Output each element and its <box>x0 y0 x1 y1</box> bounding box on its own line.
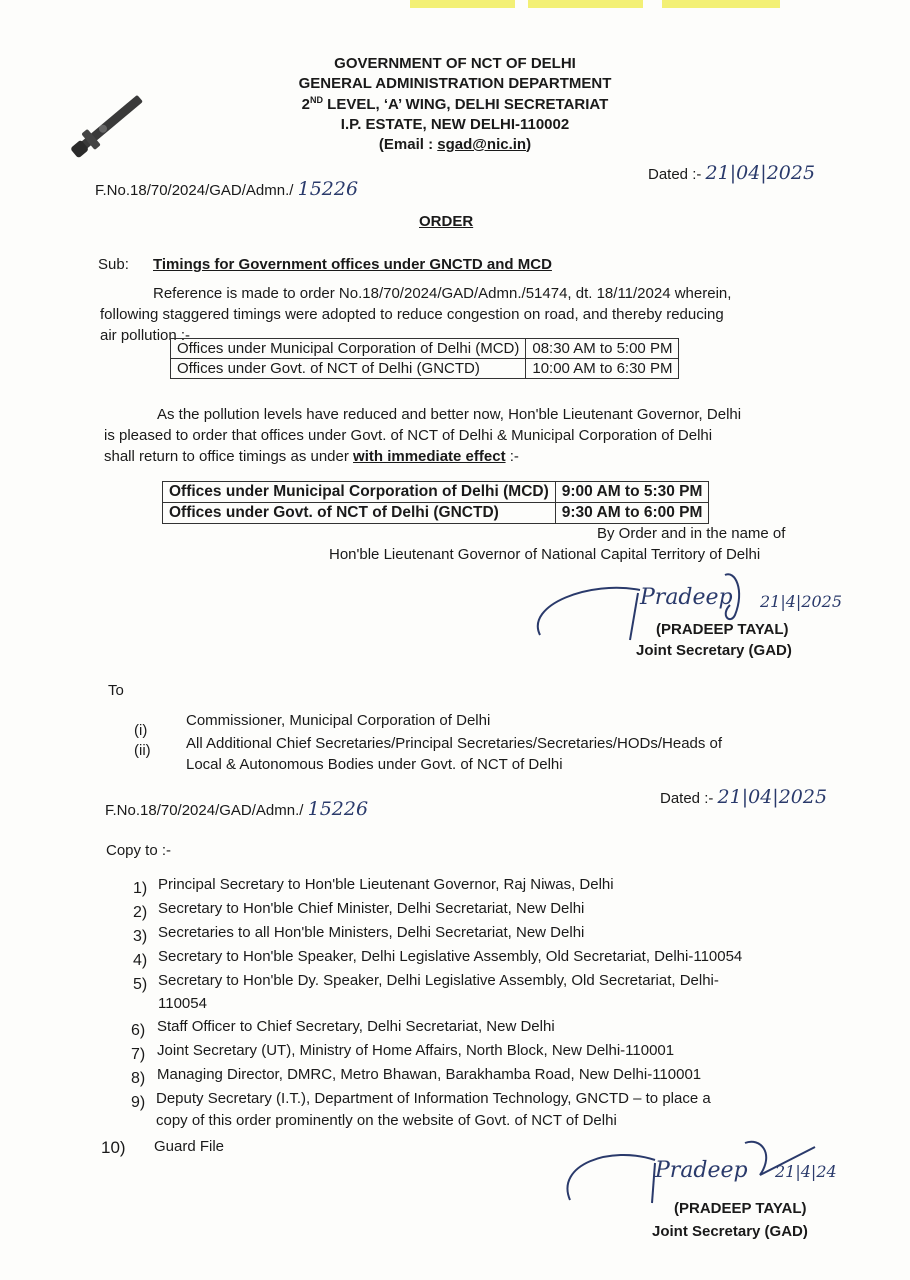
para2-line2: is pleased to order that offices under Govt. of NCT of Delhi & Municipal Corporation of Delhi <box>104 427 713 444</box>
recipient-number: (i) <box>134 722 148 739</box>
recipient-line: All Additional Chief Secretaries/Principal Secretaries/Secretaries/HODs/Heads of <box>186 735 723 752</box>
new-timings-table <box>162 481 709 524</box>
table-cell-timing: 08:30 AM to 5:00 PM <box>526 339 679 359</box>
dated-2: Dated :- 21|04|2025 <box>660 786 828 808</box>
signature-2-date: 21|4|24 <box>775 1162 837 1181</box>
highlight-mark-3 <box>662 0 780 8</box>
header-line-1: GOVERNMENT OF NCT OF DELHI <box>334 55 576 72</box>
immediate-effect: with immediate effect <box>353 448 506 465</box>
table-cell-office: Offices under Govt. of NCT of Delhi (GNCTD) <box>171 359 526 379</box>
para1-line2: following staggered timings were adopted to reduce congestion on road, and thereby reducing <box>100 306 724 323</box>
table-cell-office: Offices under Govt. of NCT of Delhi (GNCTD) <box>163 503 556 524</box>
table-cell-office: Offices under Municipal Corporation of Delhi (MCD) <box>171 339 526 359</box>
recipient-line: Local & Autonomous Bodies under Govt. of NCT of Delhi <box>186 756 563 773</box>
list-item-number: 1) <box>133 880 148 897</box>
list-item-number: 4) <box>133 952 148 969</box>
recipient-number: (ii) <box>134 742 151 759</box>
by-order-line1: By Order and in the name of <box>597 525 786 542</box>
list-item-number: 10) <box>101 1138 126 1157</box>
list-item-continuation: 110054 <box>158 995 207 1012</box>
by-order-line2: Hon'ble Lieutenant Governor of National Capital Territory of Delhi <box>329 546 761 563</box>
list-item-number: 2) <box>133 904 148 921</box>
highlight-mark-1 <box>410 0 515 8</box>
signatory-2-designation: Joint Secretary (GAD) <box>652 1223 808 1240</box>
dated-2-handwritten: 21|04|2025 <box>717 786 828 808</box>
table-row <box>171 359 679 379</box>
table-row <box>171 339 679 359</box>
table-row <box>163 482 709 503</box>
signature-1-date: 21|4|2025 <box>760 592 843 611</box>
file-number-2-handwritten: 15226 <box>307 798 369 820</box>
para1-line3: air pollution :- <box>100 327 191 344</box>
signatory-2-name: (PRADEEP TAYAL) <box>674 1200 807 1217</box>
table-row <box>163 503 709 524</box>
to-label: To <box>108 682 124 699</box>
list-item: Joint Secretary (UT), Ministry of Home Affairs, North Block, New Delhi-110001 <box>157 1042 675 1059</box>
list-item: Secretary to Hon'ble Dy. Speaker, Delhi Legislative Assembly, Old Secretariat, Delhi- <box>158 972 719 989</box>
file-number-2: F.No.18/70/2024/GAD/Admn./ 15226 <box>105 798 369 820</box>
list-item: Staff Officer to Chief Secretary, Delhi Secretariat, New Delhi <box>157 1018 555 1035</box>
list-item-number: 9) <box>131 1094 146 1111</box>
old-timings-table <box>170 338 679 379</box>
list-item: Principal Secretary to Hon'ble Lieutenant Governor, Raj Niwas, Delhi <box>158 876 614 893</box>
list-item-number: 8) <box>131 1070 146 1087</box>
table-cell-timing: 10:00 AM to 6:30 PM <box>526 359 679 379</box>
table-cell-timing: 9:00 AM to 5:30 PM <box>555 482 709 503</box>
signature-1-text: Pradeep <box>640 585 733 610</box>
file-number: F.No.18/70/2024/GAD/Admn./ 15226 <box>95 178 359 200</box>
recipient-line: Commissioner, Municipal Corporation of Delhi <box>186 712 491 729</box>
list-item-number: 5) <box>133 976 148 993</box>
signature-2-text: Pradeep <box>655 1158 748 1183</box>
list-item-number: 3) <box>133 928 148 945</box>
copy-to-label: Copy to :- <box>106 842 172 859</box>
list-item: Secretary to Hon'ble Chief Minister, Delhi Secretariat, New Delhi <box>158 900 585 917</box>
email-link[interactable]: sgad@nic.in <box>437 136 527 153</box>
list-item: Guard File <box>154 1138 225 1155</box>
file-number-handwritten: 15226 <box>297 178 359 200</box>
list-item-number: 7) <box>131 1046 146 1063</box>
list-item: Managing Director, DMRC, Metro Bhawan, Barakhamba Road, New Delhi-110001 <box>157 1066 702 1083</box>
dated: Dated :- 21|04|2025 <box>648 162 816 184</box>
header-line-3: 2ND LEVEL, ‘A’ WING, DELHI SECRETARIAT <box>301 95 609 113</box>
order-title: ORDER <box>419 213 474 230</box>
highlight-mark-2 <box>528 0 643 8</box>
para1-line1: Reference is made to order No.18/70/2024/GAD/Admn./51474, dt. 18/11/2024 wherein, <box>153 285 732 302</box>
para2-line3: shall return to office timings as under with immediate effect :- <box>104 448 519 465</box>
list-item-number: 6) <box>131 1022 146 1039</box>
list-item: Secretary to Hon'ble Speaker, Delhi Legislative Assembly, Old Secretariat, Delhi-110054 <box>158 948 743 965</box>
list-item: Secretaries to all Hon'ble Ministers, Delhi Secretariat, New Delhi <box>158 924 585 941</box>
list-item-continuation: copy of this order prominently on the website of Govt. of NCT of Delhi <box>156 1112 617 1129</box>
signatory-name: (PRADEEP TAYAL) <box>656 621 789 638</box>
subject-text: Timings for Government offices under GNCTD and MCD <box>153 256 552 273</box>
dated-handwritten: 21|04|2025 <box>705 162 816 184</box>
list-item: Deputy Secretary (I.T.), Department of Information Technology, GNCTD – to place a <box>156 1090 711 1107</box>
para2-line1: As the pollution levels have reduced and better now, Hon'ble Lieutenant Governor, Delhi <box>157 406 742 423</box>
table-cell-office: Offices under Municipal Corporation of Delhi (MCD) <box>163 482 556 503</box>
subject-label: Sub: <box>98 256 129 273</box>
table-cell-timing: 9:30 AM to 6:00 PM <box>555 503 709 524</box>
header-line-2: GENERAL ADMINISTRATION DEPARTMENT <box>298 75 612 92</box>
header-email: (Email : sgad@nic.in) <box>378 136 532 153</box>
signatory-designation: Joint Secretary (GAD) <box>636 642 792 659</box>
header-line-4: I.P. ESTATE, NEW DELHI-110002 <box>340 116 570 133</box>
